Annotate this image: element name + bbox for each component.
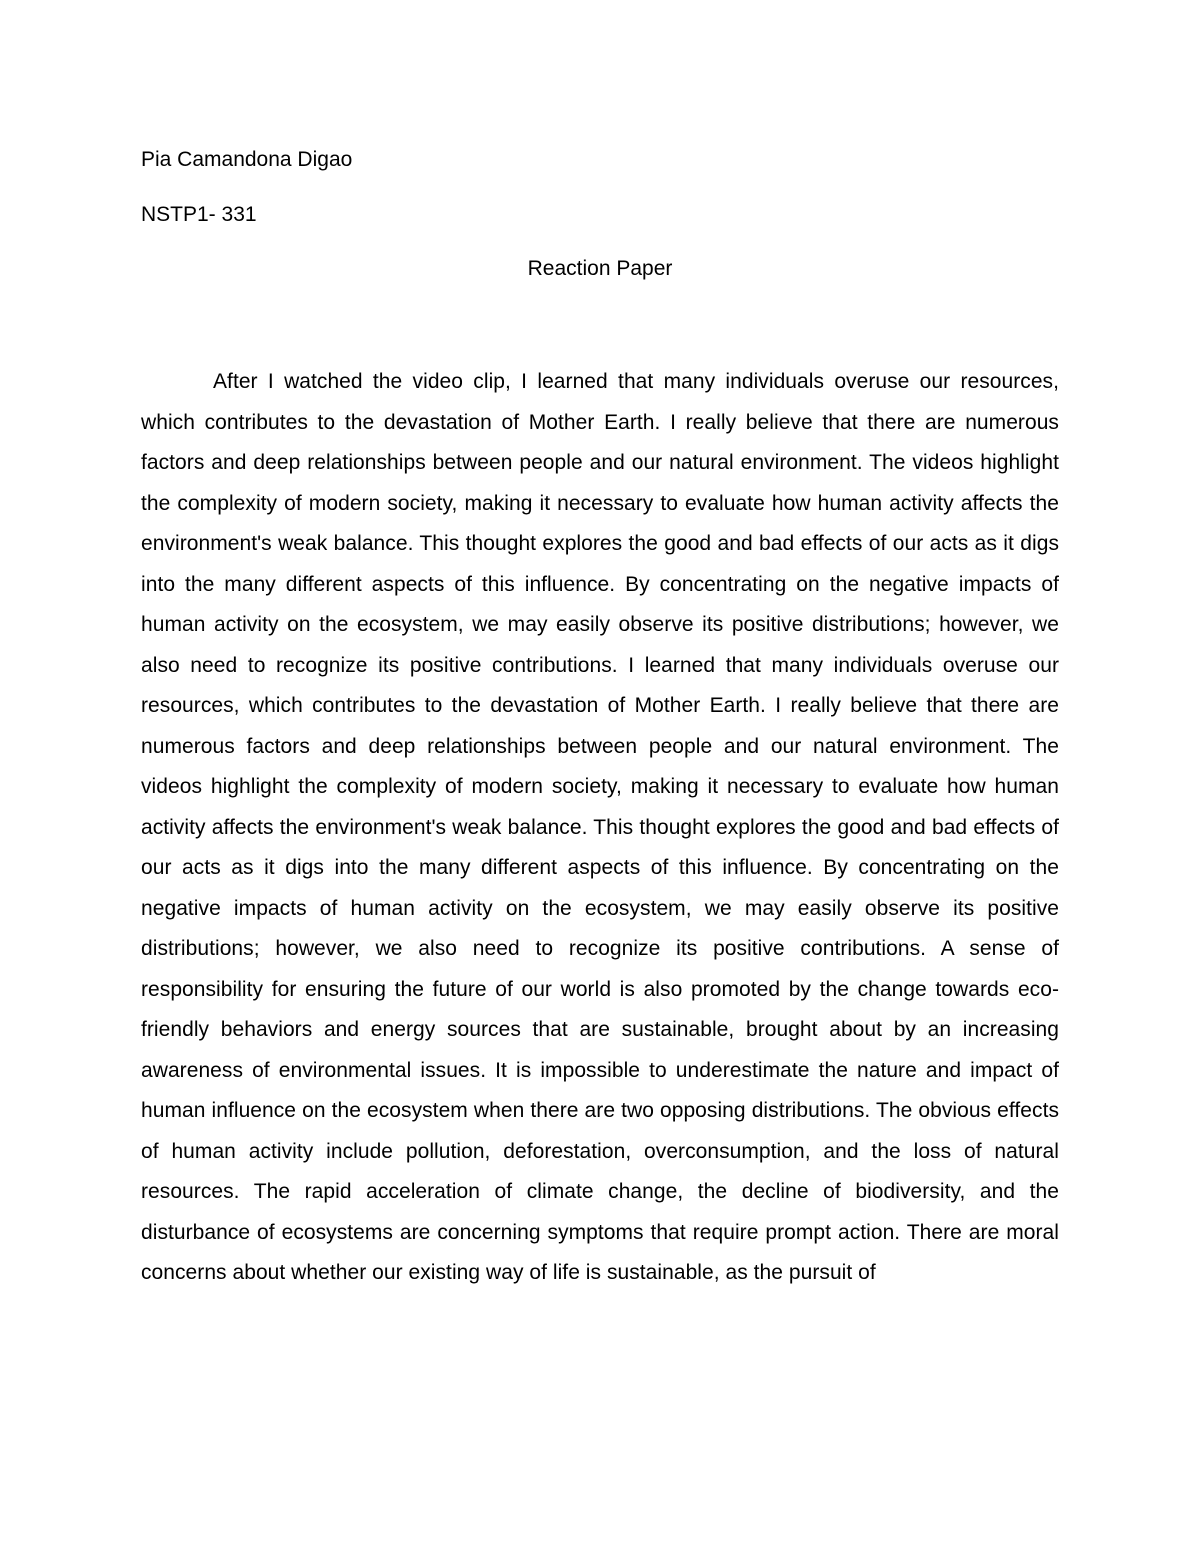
course-code: NSTP1- 331: [141, 203, 257, 226]
body-paragraph: After I watched the video clip, I learned that many individuals overuse our resources, which contributes to the devastation of Mother Earth. I really believe that there are numerous factors and deep relationships between people and our natural environment. The videos highlight the complexity of modern society, making it necessary to evaluate how human activity affects the environment's weak balance. This thought explores the good and bad effects of our acts as it digs into the many different aspects of this influence. By concentrating on the negative impacts of human activity on the ecosystem, we may easily observe its positive distributions; however, we also need to recognize its positive contributions. I learned that many individuals overuse our resources, which contributes to the devastation of Mother Earth. I really believe that there are numerous factors and deep relationships between people and our natural environment. The videos highlight the complexity of modern society, making it necessary to evaluate how human activity affects the environment's weak balance. This thought explores the good and bad effects of our acts as it digs into the many different aspects of this influence. By concentrating on the negative impacts of human activity on the ecosystem, we may easily observe its positive distributions; however, we also need to recognize its positive contributions. A sense of responsibility for ensuring the future of our world is also promoted by the change towards eco-friendly behaviors and energy sources that are sustainable, brought about by an increasing awareness of environmental issues. It is impossible to underestimate the nature and impact of human influence on the ecosystem when there are two opposing distributions. The obvious effects of human activity include pollution, deforestation, overconsumption, and the loss of natural resources. The rapid acceleration of climate change, the decline of biodiversity, and the disturbance of ecosystems are concerning symptoms that require prompt action. There are moral concerns about whether our existing way of life is sustainable, as the pursuit of: [141, 370, 1059, 1284]
paper-title: Reaction Paper: [527, 257, 673, 280]
author-name: Pia Camandona Digao: [141, 148, 353, 171]
